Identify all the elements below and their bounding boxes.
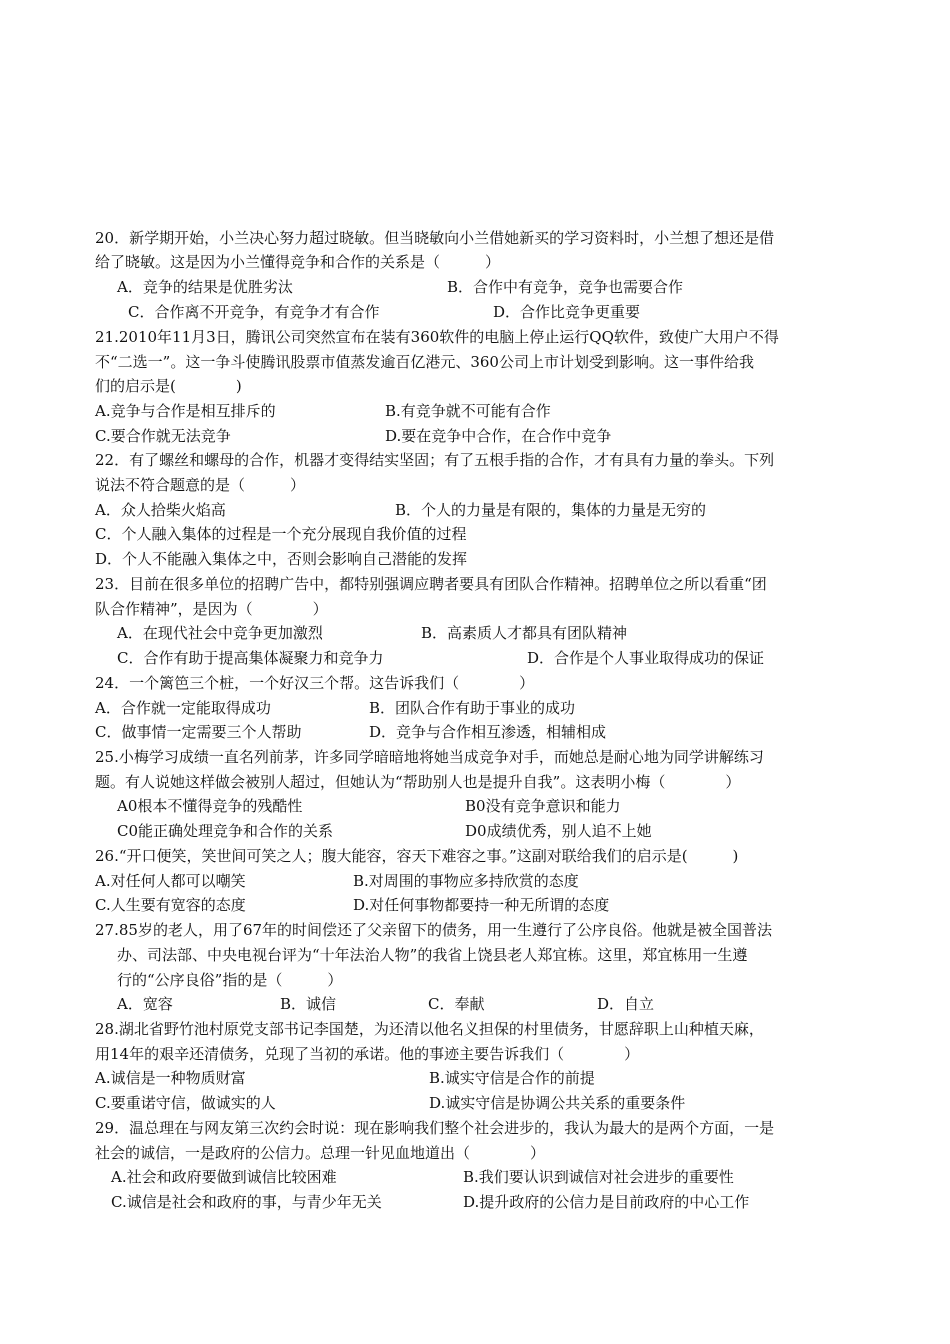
q26-option-d: D.对任何事物都要持一种无所谓的态度: [353, 896, 610, 914]
q22-option-d: D．个人不能融入集体之中，否则会影响自己潜能的发挥: [95, 550, 468, 568]
q24-option-b: B．团队合作有助于事业的成功: [369, 699, 576, 717]
q27-stem-line-2: 办、司法部、中央电视台评为“十年法治人物”的我省上饶县老人郑宜栋。这里，郑宜栋用一生遵: [117, 946, 748, 964]
q24-option-c: C．做事情一定需要三个人帮助: [95, 723, 302, 741]
q21-stem-line-2: 不“二选一”。这一争斗使腾讯股票市值蒸发逾百亿港元、360公司上市计划受到影响。这一事件给我: [95, 353, 754, 371]
q21-options-row-1: [95, 399, 865, 423]
q22-stem-line-2: 说法不符合题意的是（ ）: [95, 476, 306, 494]
q26-options-row-2: [95, 893, 865, 917]
q20-option-b: B．合作中有竞争，竞争也需要合作: [447, 278, 684, 296]
q23-option-a: A．在现代社会中竞争更加激烈: [117, 624, 323, 642]
q29-option-c: C.诚信是社会和政府的事，与青少年无关: [111, 1193, 382, 1211]
q20-stem-line-1: 20．新学期开始，小兰决心努力超过晓敏。但当晓敏向小兰借她新买的学习资料时，小兰想了想还是借: [95, 229, 775, 247]
q25-option-b: B0没有竞争意识和能力: [465, 797, 621, 815]
q25-stem-line-2: 题。有人说她这样做会被别人超过，但她认为“帮助别人也是提升自我”。这表明小梅（ ）: [95, 773, 741, 791]
q28-option-a: A.诚信是一种物质财富: [95, 1069, 246, 1087]
q23-stem-line-2: 队合作精神”，是因为（ ）: [95, 600, 328, 618]
q26-options-row-1: [95, 869, 865, 893]
q25-options-row-1: [95, 794, 865, 818]
q28-options-row-1: [95, 1066, 865, 1090]
q29-options-row-1: [95, 1165, 865, 1189]
q23-option-d: D．合作是个人事业取得成功的保证: [527, 649, 765, 667]
q28-option-c: C.要重诺守信，做诚实的人: [95, 1094, 276, 1112]
q20-stem-line-2: 给了晓敏。这是因为小兰懂得竞争和合作的关系是（ ）: [95, 253, 501, 271]
q20-option-a: A．竞争的结果是优胜劣汰: [117, 278, 293, 296]
q22-option-c: C．个人融入集体的过程是一个充分展现自我价值的过程: [95, 525, 467, 543]
q29-option-d: D.提升政府的公信力是目前政府的中心工作: [463, 1193, 750, 1211]
q22-stem-line-1: 22．有了螺丝和螺母的合作，机器才变得结实坚固；有了五根手指的合作，才有具有力量的拳头。下列: [95, 451, 775, 469]
q24-stem-line-1: 24．一个篱笆三个桩，一个好汉三个帮。这告诉我们（ ）: [95, 674, 535, 692]
q27-option-c: C．奉献: [428, 995, 485, 1013]
q25-option-c: C0能正确处理竞争和合作的关系: [117, 822, 334, 840]
q28-stem-line-2: 用14年的艰辛还清债务，兑现了当初的承诺。他的事迹主要告诉我们（ ）: [95, 1045, 640, 1063]
q20-options-row-2: [95, 300, 865, 324]
q21-option-a: A.竞争与合作是相互排斥的: [95, 402, 276, 420]
q20-option-c: C．合作离不开竞争，有竞争才有合作: [128, 303, 380, 321]
q26-option-c: C.人生要有宽容的态度: [95, 896, 246, 914]
q21-option-c: C.要合作就无法竞争: [95, 427, 231, 445]
q22-options-row-1: [95, 498, 865, 522]
q23-options-row-1: [95, 621, 865, 645]
q21-option-b: B.有竞争就不可能有合作: [385, 402, 551, 420]
q21-options-row-2: [95, 424, 865, 448]
q29-stem-line-2: 社会的诚信，一是政府的公信力。总理一针见血地道出（ ）: [95, 1144, 546, 1162]
q21-option-d: D.要在竞争中合作，在合作中竞争: [385, 427, 612, 445]
q24-options-row-1: [95, 696, 865, 720]
q23-options-row-2: [95, 646, 865, 670]
q22-option-b: B．个人的力量是有限的，集体的力量是无穷的: [395, 501, 707, 519]
q25-stem-line-1: 25.小梅学习成绩一直名列前茅，许多同学暗暗地将她当成竞争对手，而她总是耐心地为同学讲解练习: [95, 748, 764, 766]
q29-options-row-2: [95, 1190, 865, 1214]
q27-stem-line-3: 行的“公序良俗”指的是（ ）: [117, 971, 343, 989]
q27-options-row: [95, 992, 865, 1016]
q25-option-a: A0根本不懂得竞争的残酷性: [117, 797, 303, 815]
q28-stem-line-1: 28.湖北省野竹池村原党支部书记李国楚，为还清以他名义担保的村里债务，甘愿辞职上山种植天麻，: [95, 1020, 764, 1038]
q27-option-d: D．自立: [597, 995, 655, 1013]
q25-option-d: D0成绩优秀，别人追不上她: [465, 822, 652, 840]
q29-option-a: A.社会和政府要做到诚信比较困难: [111, 1168, 337, 1186]
q21-stem-line-1: 21.2010年11月3日，腾讯公司突然宣布在装有360软件的电脑上停止运行QQ软件，致使广大用户不得: [95, 328, 779, 346]
q27-option-b: B．诚信: [280, 995, 337, 1013]
q24-options-row-2: [95, 720, 865, 744]
q22-option-a: A．众人拾柴火焰高: [95, 501, 226, 519]
q29-option-b: B.我们要认识到诚信对社会进步的重要性: [463, 1168, 734, 1186]
q25-options-row-2: [95, 819, 865, 843]
q23-option-b: B．高素质人才都具有团队精神: [421, 624, 628, 642]
q29-stem-line-1: 29．温总理在与网友第三次约会时说：现在影响我们整个社会进步的，我认为最大的是两个方面，一是: [95, 1119, 775, 1137]
q20-options-row-1: [95, 275, 865, 299]
q20-option-d: D．合作比竞争更重要: [493, 303, 641, 321]
q28-options-row-2: [95, 1091, 865, 1115]
q27-stem-line-1: 27.85岁的老人，用了67年的时间偿还了父亲留下的债务，用一生遵行了公序良俗。他就是被全国普法: [95, 921, 773, 939]
q28-option-b: B.诚实守信是合作的前提: [429, 1069, 595, 1087]
q23-option-c: C．合作有助于提高集体凝聚力和竞争力: [117, 649, 384, 667]
q26-stem-line-1: 26.“开口便笑，笑世间可笑之人；腹大能容，容天下难容之事。”这副对联给我们的启示是( ): [95, 847, 739, 865]
q27-option-a: A．宽容: [117, 995, 173, 1013]
q21-stem-line-3: 们的启示是( ): [95, 377, 242, 395]
q26-option-b: B.对周围的事物应多持欣赏的态度: [353, 872, 579, 890]
q26-option-a: A.对任何人都可以嘲笑: [95, 872, 246, 890]
q24-option-a: A．合作就一定能取得成功: [95, 699, 271, 717]
q23-stem-line-1: 23．目前在很多单位的招聘广告中，都特别强调应聘者要具有团队合作精神。招聘单位之所以看重“团: [95, 575, 767, 593]
q28-option-d: D.诚实守信是协调公共关系的重要条件: [429, 1094, 686, 1112]
q24-option-d: D．竞争与合作相互渗透，相辅相成: [369, 723, 607, 741]
